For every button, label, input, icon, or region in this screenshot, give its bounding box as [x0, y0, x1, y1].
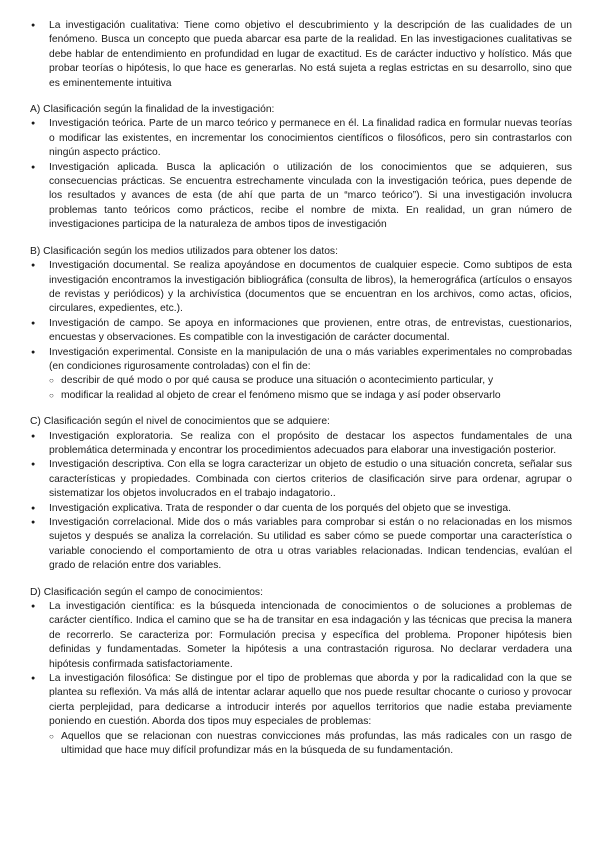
- list-item: ● Investigación teórica. Parte de un marco teórico y permanece en él. La finalidad radica en formular nuevas teorías o modificar las existentes, en incrementar los conocimientos científicos o filosóficos, pero sin contrastarlos con ningún aspecto práctico.: [30, 117, 572, 160]
- section-a-list: [30, 117, 572, 232]
- section-b-sublist: [30, 374, 572, 403]
- list-item: ● Investigación experimental. Consiste en la manipulación de una o más variables experimentales no comprobadas (en condiciones rigurosamente controladas) con el fin de:: [30, 346, 572, 375]
- list-item: ● La investigación filosófica: Se distingue por el tipo de problemas que aborda y por la radicalidad con la que se plantea su reflexión. Va más allá de intentar aclarar aquello que nos puede resultar chocante o curioso y provocar cierta perplejidad, para dedicarse a introducir interés por aquellos territorios que nadie estaba previamente poniendo en cuestión. Aborda dos tipos muy especiales de problemas:: [30, 672, 572, 730]
- intro-list: [30, 19, 572, 91]
- list-item: ● Investigación de campo. Se apoya en informaciones que provienen, entre otras, de entrevistas, cuestionarios, encuestas y observaciones. Es compatible con la investigación de carácter documental.: [30, 317, 572, 346]
- section-c: [30, 415, 572, 573]
- section-b: [30, 245, 572, 403]
- list-item: ● Investigación explicativa. Trata de responder o dar cuenta de los porqués del objeto que se investiga.: [30, 502, 572, 516]
- sub-list-item: ○ Aquellos que se relacionan con nuestras convicciones más profundas, las más radicales con un rasgo de ultimidad que hace muy difícil profundizar más en la búsqueda de su fundamentación.: [30, 730, 572, 759]
- list-item: ● Investigación correlacional. Mide dos o más variables para comprobar si están o no relacionadas en los mismos sujetos y después se analiza la correlación. Su utilidad es saber cómo se puede comportar una característica o variable conociendo el comportamiento de otra u otras variables relacionadas. Indican tendencias, evalúan el grado de relación entre dos variables.: [30, 516, 572, 574]
- list-item: ● La investigación cualitativa: Tiene como objetivo el descubrimiento y la descripción de las cualidades de un fenómeno. Busca un concepto que pueda abarcar esa parte de la realidad. En las investigaciones cualitativas se debe hablar de entendimiento en profundidad en lugar de exactitud. Es de carácter inductivo y holístico. Más que probar teorías o hipótesis, lo que hace es generarlas. No está sujeta a reglas estrictas en su desarrollo, sino que es eminentemente intuitiva: [30, 19, 572, 91]
- section-heading: D) Clasificación según el campo de conocimientos:: [30, 586, 263, 598]
- list-item: ● Investigación exploratoria. Se realiza con el propósito de destacar los aspectos fundamentales de una problemática determinada y encontrar los procedimientos adecuados para elaborar una investigación posterior.: [30, 430, 572, 459]
- section-heading: B) Clasificación según los medios utilizados para obtener los datos:: [30, 245, 338, 257]
- list-item: ● Investigación descriptiva. Con ella se logra caracterizar un objeto de estudio o una situación concreta, señalar sus características y propiedades. Combinada con ciertos criterios de clasificación sirve para ordenar, agrupar o sistematizar los objetos involucrados en el trabajo indagatorio..: [30, 458, 572, 501]
- list-item: ● Investigación aplicada. Busca la aplicación o utilización de los conocimientos que se adquieren, sus consecuencias prácticas. Se encuentra estrechamente vinculada con la investigación teórica, pues depende de los resultados y avances de esta (de ahí que parta de un “marco teórico”). Si una investigación involucra problemas tanto teóricos como prácticos, recibe el nombre de mixta. En realidad, un gran número de investigaciones participa de la naturaleza de ambos tipos de investigación: [30, 161, 572, 233]
- section-c-list: [30, 430, 572, 574]
- sub-list-item: ○ describir de qué modo o por qué causa se produce una situación o acontecimiento particular, y: [30, 374, 572, 388]
- list-item: ● La investigación científica: es la búsqueda intencionada de conocimientos o de soluciones a problemas de carácter científico. Indica el camino que se ha de transitar en esa indagación y las técnicas que precisa la manera de recorrerlo. Se caracteriza por: Formulación precisa y específica del problema. Proponer hipótesis bien definidas y fundamentadas. Someter la hipótesis a una contrastación rigurosa. No declarar verdadera una hipótesis confirmada satisfactoriamente.: [30, 600, 572, 672]
- section-heading: C) Clasificación según el nivel de conocimientos que se adquiere:: [30, 416, 330, 428]
- list-item: ● Investigación documental. Se realiza apoyándose en documentos de cualquier especie. Como subtipos de esta investigación encontramos la investigación bibliográfica (consulta de libros), la hemerográfica (artículos o ensayos de revistas y periódicos) y la archivística (documentos que se encuentran en los archivos, como actas, oficios, circulares, expedientes, etc.).: [30, 259, 572, 317]
- section-heading: A) Clasificación según la finalidad de la investigación:: [30, 104, 275, 116]
- section-d-sublist: [30, 730, 572, 759]
- document-page: [30, 19, 572, 759]
- sub-list-item: ○ modificar la realidad al objeto de crear el fenómeno mismo que se indaga y así poder observarlo: [30, 389, 572, 403]
- section-a: [30, 103, 572, 233]
- section-d-list: [30, 600, 572, 730]
- section-b-list: [30, 259, 572, 374]
- section-d: [30, 586, 572, 759]
